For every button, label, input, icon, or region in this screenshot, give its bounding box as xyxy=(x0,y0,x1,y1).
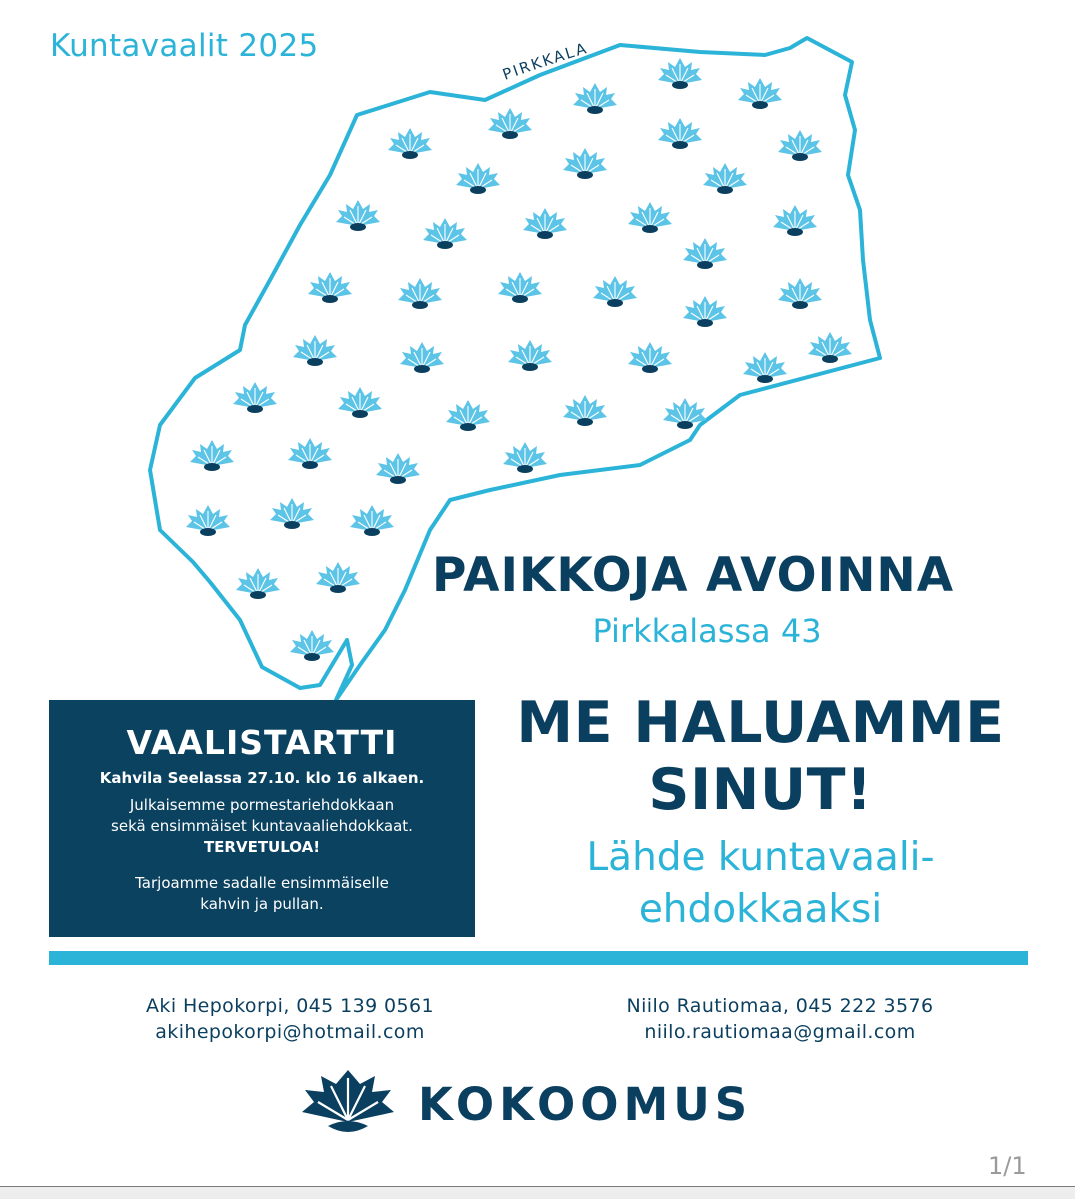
cornflower-icon xyxy=(233,382,277,413)
cornflower-icon xyxy=(423,218,467,249)
call-headline-line2: SINUT! xyxy=(648,757,873,824)
cornflower-icon xyxy=(498,272,542,303)
cornflower-icon xyxy=(503,442,547,473)
cornflower-icon xyxy=(658,118,702,149)
open-seats-title: PAIKKOJA AVOINNA xyxy=(432,548,955,603)
cornflower-icon xyxy=(563,148,607,179)
cornflower-icon xyxy=(523,208,567,239)
event-title: VAALISTARTTI xyxy=(126,723,398,762)
cornflower-logo-icon xyxy=(300,1069,396,1139)
cornflower-icon xyxy=(563,395,607,426)
page-indicator: 1/1 xyxy=(988,1152,1027,1180)
cornflower-icon xyxy=(488,108,532,139)
cornflower-icon xyxy=(376,453,420,484)
cornflower-icon xyxy=(293,335,337,366)
cornflower-icon xyxy=(508,340,552,371)
election-year-label: Kuntavaalit 2025 xyxy=(50,28,319,64)
viewer-bottom-bar xyxy=(0,1186,1075,1199)
call-headline xyxy=(488,690,1033,825)
contact-right-email: niilo.rautiomaa@gmail.com xyxy=(644,1020,916,1043)
cornflower-icon xyxy=(290,630,334,661)
cornflower-icon xyxy=(308,272,352,303)
call-sub-line2: ehdokkaaksi xyxy=(638,886,883,932)
cornflower-icon xyxy=(350,505,394,536)
cornflower-icon xyxy=(316,562,360,593)
cornflower-icon xyxy=(398,278,442,309)
cornflower-icon xyxy=(778,278,822,309)
cornflower-icon xyxy=(388,128,432,159)
cornflower-icon xyxy=(773,205,817,236)
kokoomus-logo xyxy=(300,1068,752,1140)
contact-right xyxy=(600,994,960,1045)
cornflower-icon xyxy=(186,505,230,536)
cornflower-icon xyxy=(456,163,500,194)
event-line1: Julkaisemme pormestariehdokkaan xyxy=(129,795,395,814)
event-line4: kahvin ja pullan. xyxy=(200,894,324,913)
cornflower-icon xyxy=(400,342,444,373)
cornflower-icon xyxy=(738,78,782,109)
cornflower-icon xyxy=(236,568,280,599)
call-sub-line1: Lähde kuntavaali- xyxy=(586,835,935,880)
call-headline-line1: ME HALUAMME xyxy=(516,690,1005,756)
cornflower-icon xyxy=(703,163,747,194)
cornflower-icon xyxy=(808,332,852,363)
cornflower-icon xyxy=(658,58,702,89)
open-seats-count: Pirkkalassa 43 xyxy=(592,612,822,650)
cornflower-icon xyxy=(628,202,672,233)
contact-left xyxy=(110,994,470,1045)
cornflower-icon xyxy=(288,438,332,469)
event-line3: Tarjoamme sadalle ensimmäiselle xyxy=(135,873,389,892)
cornflower-icon xyxy=(683,238,727,269)
cornflower-icon xyxy=(338,387,382,418)
map-region-label: PIRKKALA xyxy=(500,38,591,84)
contact-right-name-phone: Niilo Rautiomaa, 045 222 3576 xyxy=(626,995,934,1017)
event-box xyxy=(49,700,475,937)
call-subheadline xyxy=(488,832,1033,936)
event-line2: sekä ensimmäiset kuntavaaliehdokkaat. xyxy=(111,816,413,835)
cornflower-icon xyxy=(778,130,822,161)
contact-left-email: akihepokorpi@hotmail.com xyxy=(155,1020,425,1043)
divider-bar xyxy=(49,951,1028,965)
cornflower-icon xyxy=(593,276,637,307)
logo-text: KOKOOMUS xyxy=(418,1077,753,1131)
cornflower-icon xyxy=(683,296,727,327)
cornflower-icon xyxy=(573,83,617,114)
cornflower-icon xyxy=(336,200,380,231)
event-place: Kahvila Seelassa 27.10. klo 16 alkaen. xyxy=(99,768,425,787)
cornflower-icon xyxy=(446,400,490,431)
cornflower-icon xyxy=(270,498,314,529)
cornflower-icon xyxy=(743,352,787,383)
cornflower-icon xyxy=(190,440,234,471)
cornflower-icon xyxy=(628,342,672,373)
event-welcome: TERVETULOA! xyxy=(203,837,321,856)
contact-left-name-phone: Aki Hepokorpi, 045 139 0561 xyxy=(146,995,434,1017)
